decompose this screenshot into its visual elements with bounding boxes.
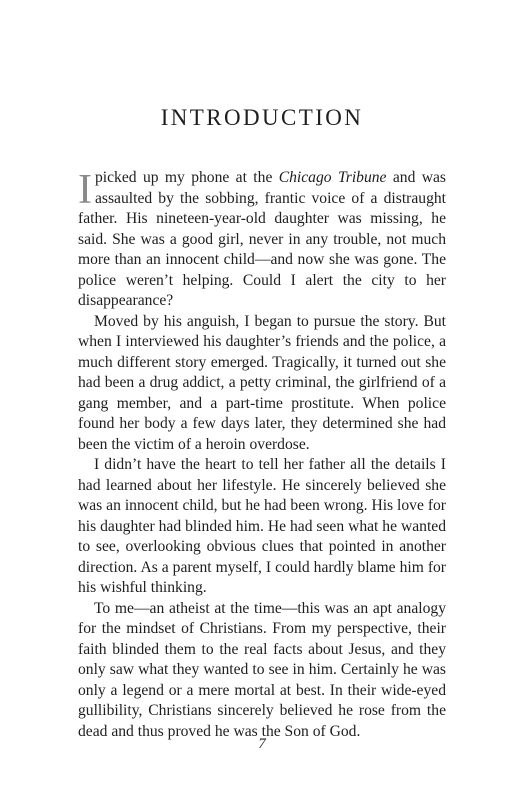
paragraph-4: To me—an atheist at the time—this was an apt analogy for the mindset of Christians. From my perspective, their faith blinded them to the real facts about Jesus, and they only saw what they wanted to see in him. Certainly he was only a legend or a mere mortal at best. In their wide-eyed gullibility, Christians sincerely believed he rose from the dead and thus proved he was the Son of God. (78, 599, 446, 740)
drop-cap: I (78, 167, 92, 213)
page-number: 7 (258, 736, 266, 752)
chapter-title: INTRODUCTION (160, 105, 364, 130)
publication-name: Chicago Tribune (278, 169, 387, 186)
paragraph-1 (78, 168, 446, 312)
paragraph-2: Moved by his anguish, I began to pursue the story. But when I interviewed his daughter’s friends and the police, a much different story emerged. Tragically, it turned out she had been a drug addict, a petty criminal, the girlfriend of a gang member, and a part-time prostitute. When police found her body a few days later, they determined she had been the victim of a heroin overdose. (78, 312, 446, 453)
paragraph-1-lead: picked up my phone at the (95, 169, 279, 186)
body-text (78, 168, 446, 742)
paragraph-3: I didn’t have the heart to tell her father all the details I had learned about her lifestyle. He sincerely believed she was an innocent child, but he had been wrong. His love for his daughter had blinded him. He had seen what he wanted to see, overlooking obvious clues that pointed in another direction. As a parent myself, I could hardly blame him for his wishful thinking. (78, 456, 446, 596)
paragraph-1-rest: and was assaulted by the sobbing, frantic voice of a distraught father. His nineteen-year-old daughter was missing, he said. She was a good girl, never in any trouble, not much more than an innocent child—and now she was gone. The police weren’t helping. Could I alert the city to her disappearance? (78, 169, 446, 309)
